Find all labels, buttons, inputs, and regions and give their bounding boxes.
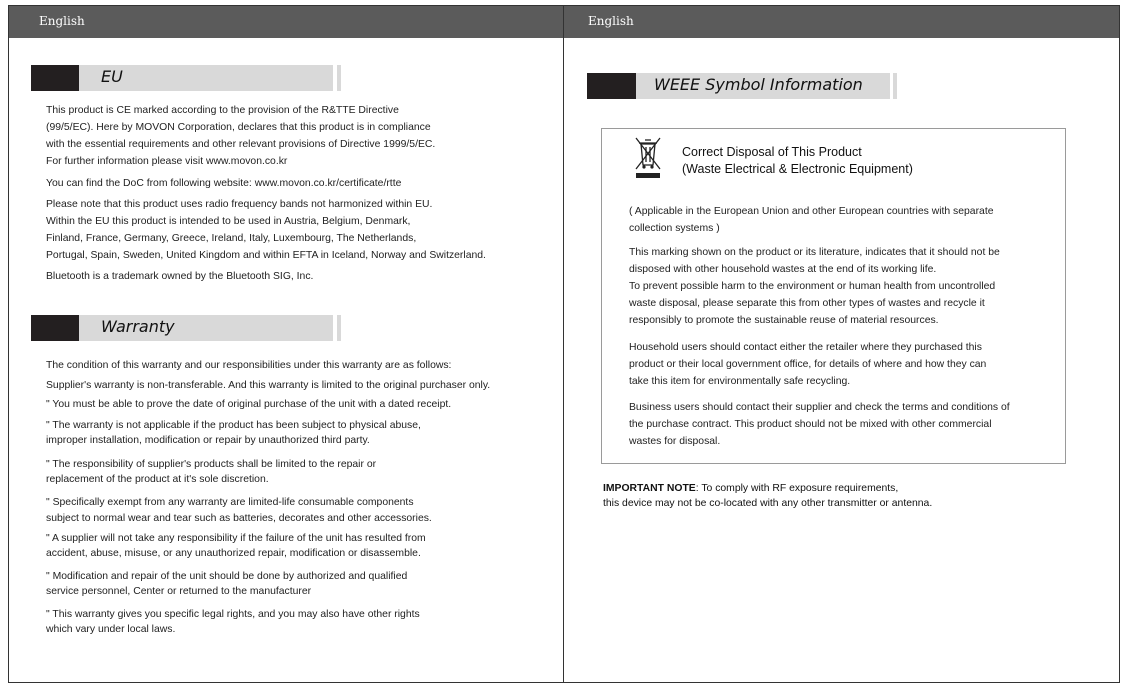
- warranty-line: improper installation, modification or repair by unauthorized third party.: [46, 435, 370, 446]
- warranty-line: " The warranty is not applicable if the product has been subject to physical abuse,: [46, 420, 421, 431]
- weee-title: WEEE Symbol Information: [654, 75, 863, 94]
- warranty-line: The condition of this warranty and our responsibilities under this warranty are as follows:: [46, 360, 452, 371]
- weee-section-heading: [587, 73, 897, 99]
- weee-line: the purchase contract. This product should not be mixed with other commercial: [629, 419, 992, 430]
- weee-line: Business users should contact their supplier and check the terms and conditions of: [629, 402, 1010, 413]
- weee-line: waste disposal, please separate this from other types of wastes and recycle it: [629, 298, 985, 309]
- weee-line: responsibly to promote the sustainable reuse of material resources.: [629, 315, 939, 326]
- eu-line: This product is CE marked according to the provision of the R&TTE Directive: [46, 105, 399, 116]
- eu-line: Portugal, Spain, Sweden, United Kingdom and within EFTA in Iceland, Norway and Switzerland.: [46, 250, 486, 261]
- weee-line: wastes for disposal.: [629, 436, 721, 447]
- page-header: [564, 6, 1119, 38]
- left-page: [8, 5, 564, 683]
- eu-line: Bluetooth is a trademark owned by the Bluetooth SIG, Inc.: [46, 271, 314, 282]
- warranty-line: " A supplier will not take any responsibility if the failure of the unit has resulted from: [46, 533, 426, 544]
- warranty-line: accident, abuse, misuse, or any unauthorized repair, modification or disassemble.: [46, 548, 421, 559]
- eu-line: For further information please visit www.movon.co.kr: [46, 156, 288, 167]
- eu-title: EU: [101, 67, 123, 86]
- warranty-line: which vary under local laws.: [46, 624, 176, 635]
- weee-box-title-line: Correct Disposal of This Product: [682, 145, 862, 159]
- weee-line: disposed with other household wastes at the end of its working life.: [629, 264, 937, 275]
- warranty-line: " Modification and repair of the unit should be done by authorized and qualified: [46, 571, 408, 582]
- important-note-line: : To comply with RF exposure requirements,: [695, 483, 899, 494]
- eu-line: Please note that this product uses radio frequency bands not harmonized within EU.: [46, 199, 433, 210]
- weee-line: product or their local government office, for details of where and how they can: [629, 359, 987, 370]
- warranty-line: replacement of the product at it's sole discretion.: [46, 474, 269, 485]
- eu-section-heading: [31, 65, 341, 91]
- important-note: [603, 481, 932, 511]
- eu-line: Finland, France, Germany, Greece, Ireland, Italy, Luxembourg, The Netherlands,: [46, 233, 417, 244]
- eu-line: You can find the DoC from following website: www.movon.co.kr/certificate/rtte: [46, 178, 402, 189]
- important-note-line: this device may not be co-located with any other transmitter or antenna.: [603, 498, 933, 509]
- weee-line: ( Applicable in the European Union and other European countries with separate: [629, 206, 994, 217]
- warranty-line: subject to normal wear and tear such as batteries, decorates and other accessories.: [46, 513, 432, 524]
- important-note-label: IMPORTANT NOTE: [603, 483, 696, 494]
- warranty-section-heading: [31, 315, 341, 341]
- weee-line: To prevent possible harm to the environment or human health from uncontrolled: [629, 281, 996, 292]
- warranty-line: " Specifically exempt from any warranty are limited-life consumable components: [46, 497, 414, 508]
- weee-info-box: [601, 128, 1066, 464]
- crossed-out-bin-icon: [634, 135, 662, 179]
- weee-box-title: [682, 144, 913, 178]
- eu-line: (99/5/EC). Here by MOVON Corporation, declares that this product is in compliance: [46, 122, 431, 133]
- weee-line: Household users should contact either the retailer where they purchased this: [629, 342, 982, 353]
- eu-line: with the essential requirements and other relevant provisions of Directive 1999/5/EC.: [46, 139, 436, 150]
- weee-line: collection systems ): [629, 223, 720, 234]
- weee-line: take this item for environmentally safe recycling.: [629, 376, 851, 387]
- warranty-line: " This warranty gives you specific legal rights, and you may also have other rights: [46, 609, 420, 620]
- warranty-line: " You must be able to prove the date of original purchase of the unit with a dated receipt.: [46, 399, 452, 410]
- warranty-line: Supplier's warranty is non-transferable. And this warranty is limited to the original purchaser only.: [46, 380, 491, 391]
- right-page: [563, 5, 1120, 683]
- weee-box-title-line: (Waste Electrical & Electronic Equipment): [682, 162, 913, 176]
- language-label: English: [39, 14, 85, 28]
- warranty-title: Warranty: [101, 317, 175, 336]
- language-label: English: [588, 14, 634, 28]
- warranty-line: " The responsibility of supplier's products shall be limited to the repair or: [46, 459, 377, 470]
- warranty-line: service personnel, Center or returned to the manufacturer: [46, 586, 312, 597]
- eu-line: Within the EU this product is intended to be used in Austria, Belgium, Denmark,: [46, 216, 411, 227]
- page-header: [9, 6, 563, 38]
- weee-line: This marking shown on the product or its literature, indicates that it should not be: [629, 247, 1000, 258]
